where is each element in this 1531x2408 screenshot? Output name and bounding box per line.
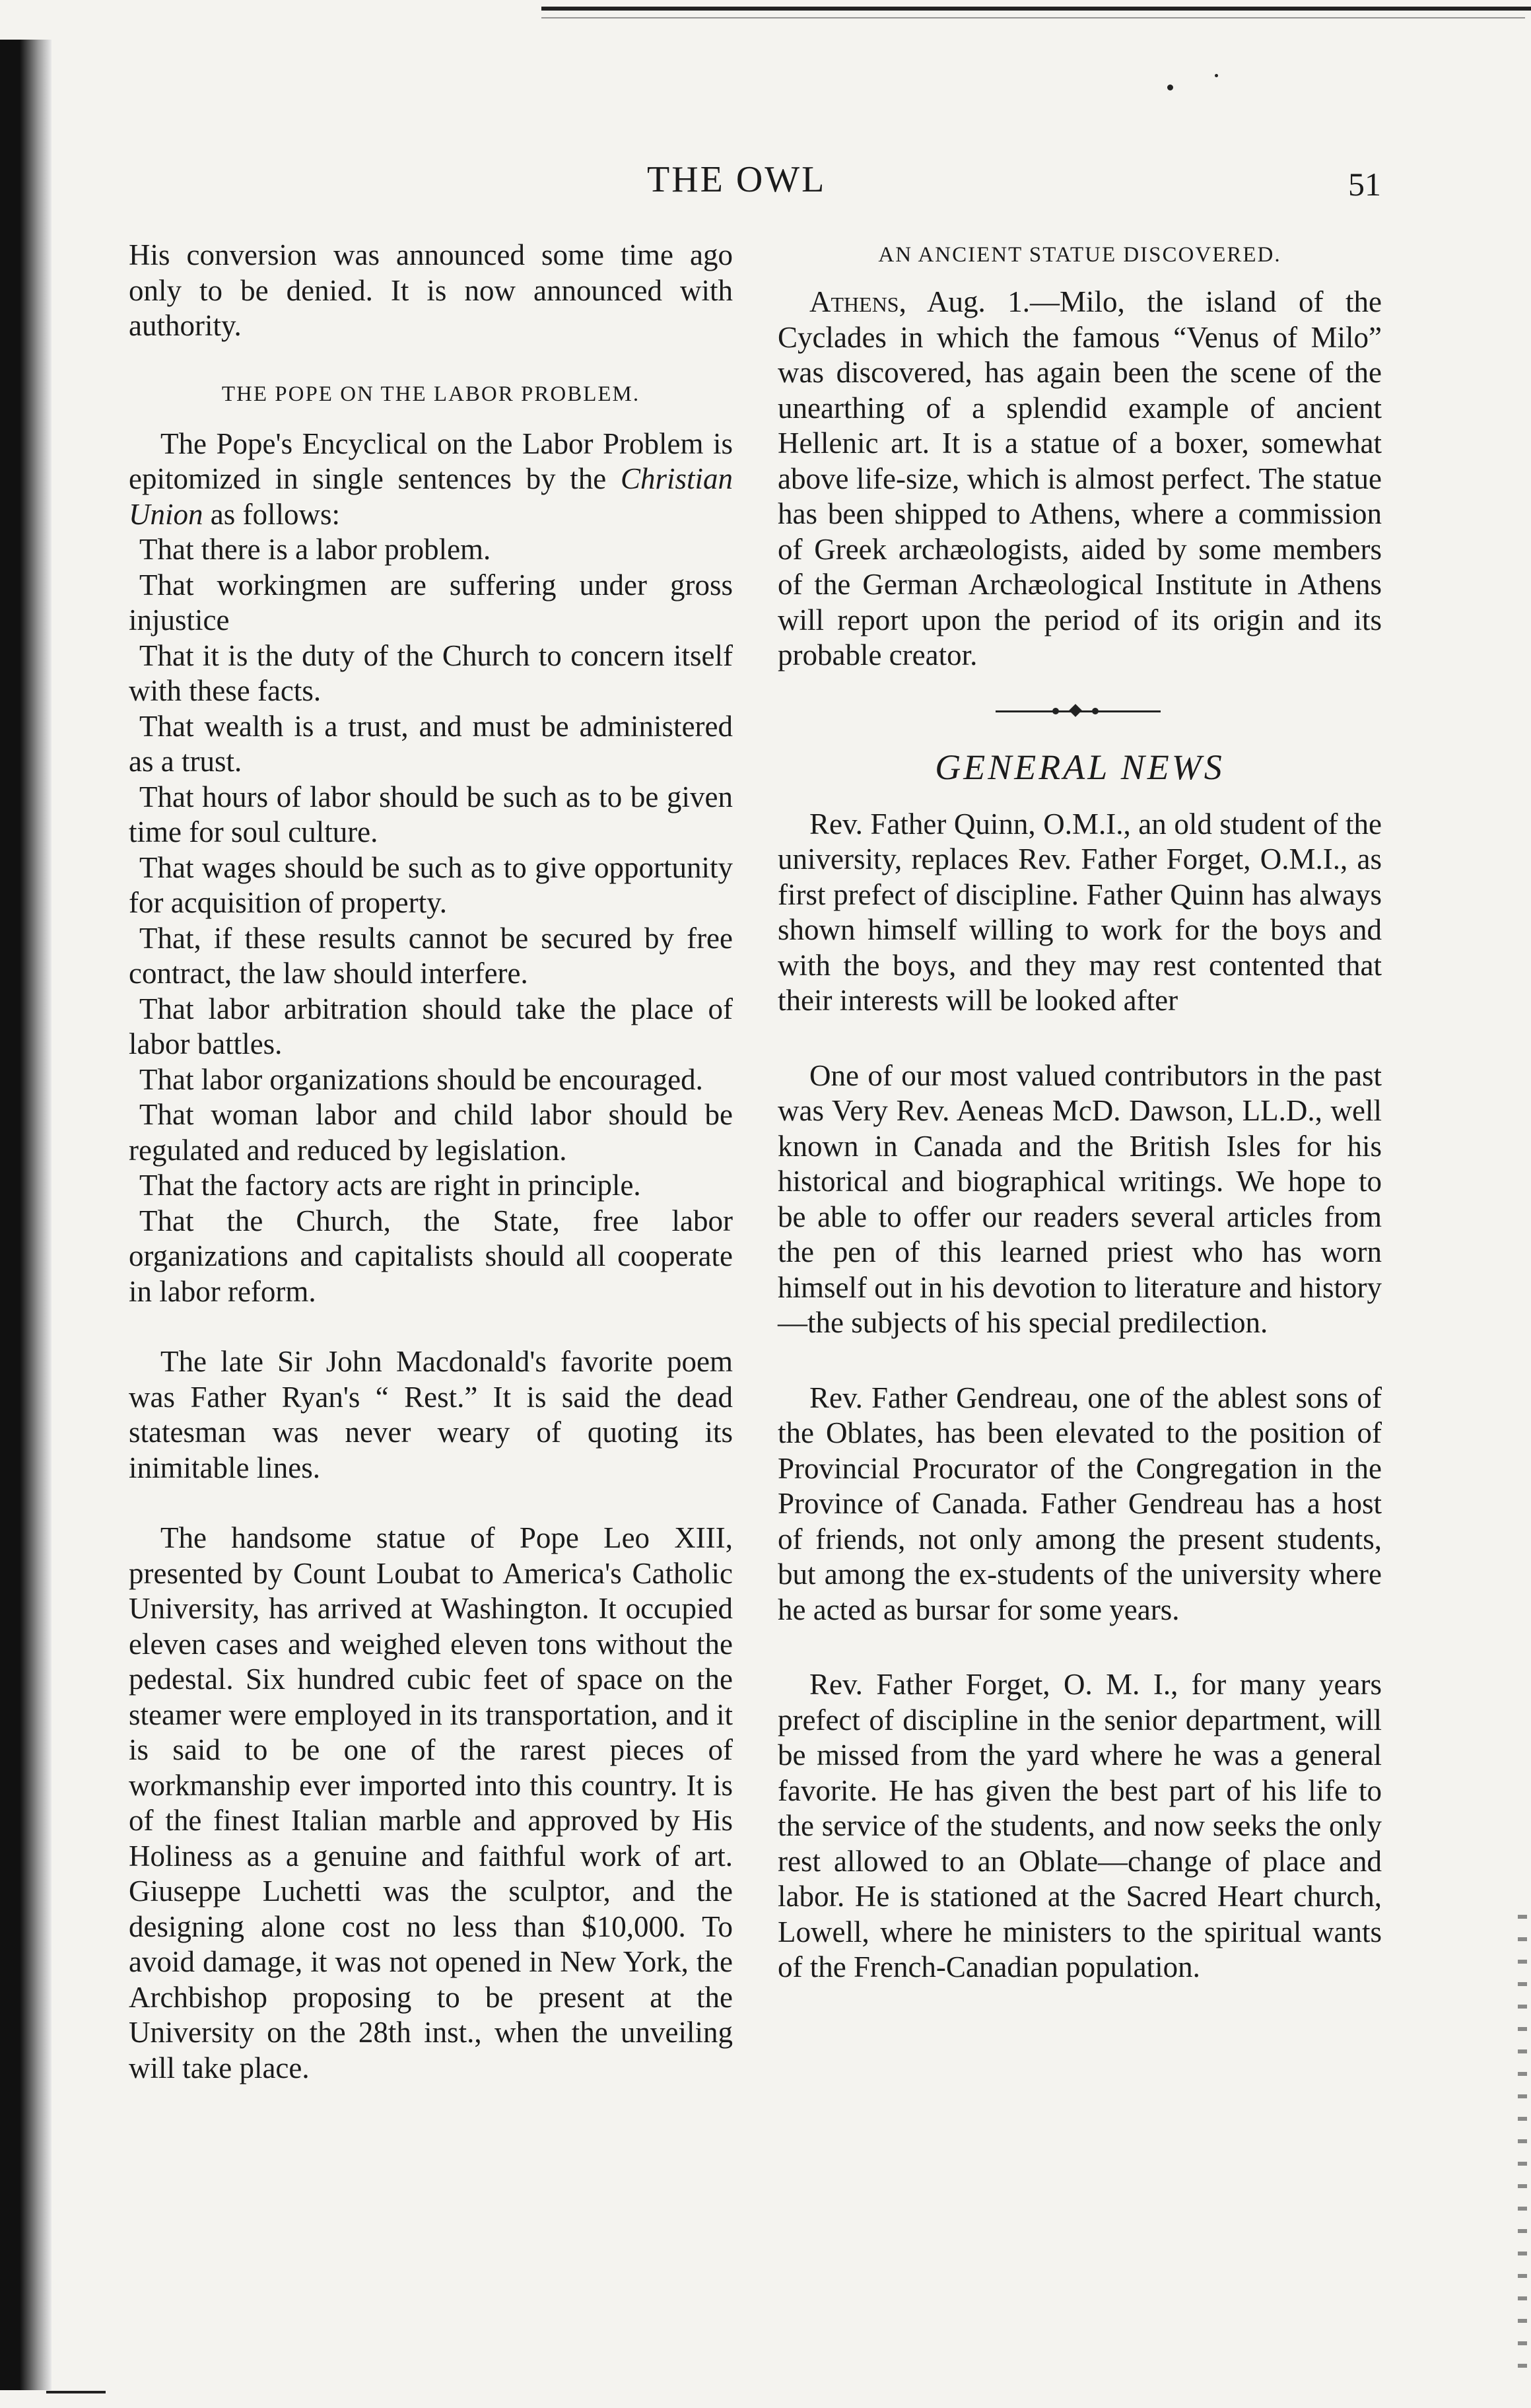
page-number: 51 [1348,166,1381,203]
pope-point: That the Church, the State, free labor organizations and capitalists should all cooperate in labor reform. [129,1204,733,1308]
dateline: Athens [809,285,899,318]
right-edge-marks [1518,1915,1527,2377]
forget-paragraph: Rev. Father Forget, O. M. I., for many years prefect of discipline in the senior department, will be missed from the yard where he was a general favorite. He has given the best part of his life to the service of the students, and now seeks the only rest allowed to an Oblate—change of place and labor. He is stationed at the Sacred Heart church, Lowell, where he ministers to the spiritual wants of the French-Canadian population. [778,1668,1382,1983]
ornament-dot [1092,708,1099,714]
pope-intro [129,427,733,533]
book-binding-edge [0,40,51,2390]
pope-point: That the factory acts are right in principle. [139,1169,641,1202]
statue-paragraph [778,285,1382,673]
pope-intro-text: The Pope's Encyclical on the Labor Problem is epitomized in single sentences by the Christian Union as follows: [129,427,733,531]
print-speck [1215,74,1218,77]
ornament-diamond [1069,704,1082,717]
conversion-paragraph: His conversion was announced some time ago only to be denied. It is now announced with authority. [129,238,733,342]
pope-point: That there is a labor problem. [139,533,491,566]
pope-point: That hours of labor should be such as to be given time for soul culture. [129,780,733,848]
pope-heading: THE POPE ON THE LABOR PROBLEM. [221,382,640,406]
pope-point: That woman labor and child labor should be regulated and reduced by legislation. [129,1098,733,1167]
pope-point: That, if these results cannot be secured by free contract, the law should interfere. [129,921,733,990]
running-head: THE OWL [647,159,827,200]
pope-point: That wages should be such as to give opportunity for acquisition of property. [129,850,733,919]
macdonald-paragraph: The late Sir John Macdonald's favorite poem was Father Ryan's “ Rest.” It is said the dead statesman was never weary of quoting its inimitable lines. [129,1345,733,1484]
quinn-paragraph: Rev. Father Quinn, O.M.I., an old student of the university, replaces Rev. Father Forget, O.M.I., as first prefect of discipline. Father Quinn has always shown himself willing to work for the boys and with the boys, and they may rest contented that their interests will be looked after [778,807,1382,1017]
binding-foot-rule [46,2391,106,2393]
general-news-title: GENERAL NEWS [935,747,1225,787]
statue-leo-paragraph: The handsome statue of Pope Leo XIII, presented by Count Loubat to America's Catholic University, has arrived at Washington. It occupied eleven cases and weighed eleven tons without the pedestal. Six hundred cubic feet of space on the steamer were employed in its transportation, and it is said to be one of the rarest pieces of workmanship ever imported into this country. It is of the finest Italian marble and approved by His Holiness as a genuine and faithful work of art. Giuseppe Luchetti was the sculptor, and the designing alone cost no less than $10,000. To avoid damage, it was not opened in New York, the Archbishop proposing to be present at the University on the 28th inst., when the unveiling will take place. [129,1521,733,2084]
left-column [129,238,733,2086]
section-ornament [778,693,1382,729]
pope-point: That it is the duty of the Church to concern itself with these facts. [129,638,733,707]
dawson-paragraph: One of our most valued contributors in the past was Very Rev. Aeneas McD. Dawson, LL.D., well known in Canada and the British Isles for his historical and biographical writings. We hope to be able to offer our readers several articles from the pen of this learned priest who has worn himself out in his devotion to literature and history—the subjects of his special predilection. [778,1058,1382,1339]
statue-text: , Aug. 1.—Milo, the island of the Cyclades in which the famous “Venus of Milo” was discovered, has again been the scene of the unearthing of a splendid example of ancient Hellenic art. It is a statue of a boxer, somewhat above life-size, which is almost perfect. The statue has been shipped to Athens, where a commission of Greek archæologists, aided by some members of the German Archæological Institute in Athens will report upon the period of its origin and its probable creator. [778,285,1382,671]
top-rule-secondary [541,17,1525,18]
gendreau-paragraph: Rev. Father Gendreau, one of the ablest sons of the Oblates, has been elevated to the position of Provincial Procurator of the Congregation in the Province of Canada. Father Gendreau has a host of friends, not only among the present students, but among the ex-students of the university where he acted as bursar for some years. [778,1381,1382,1626]
print-speck [1167,85,1173,90]
ornament-dot [1052,708,1059,714]
pope-point: That workingmen are suffering under gross injustice [129,568,733,636]
right-column [778,238,1382,1985]
journal-name: Christian Union [129,462,733,531]
statue-heading: AN ANCIENT STATUE DISCOVERED. [878,243,1281,267]
top-rule [541,7,1531,11]
pope-point: That labor organizations should be encouraged. [139,1062,703,1096]
pope-point: That wealth is a trust, and must be administered as a trust. [129,709,733,778]
pope-point: That labor arbitration should take the place of labor battles. [129,992,733,1060]
